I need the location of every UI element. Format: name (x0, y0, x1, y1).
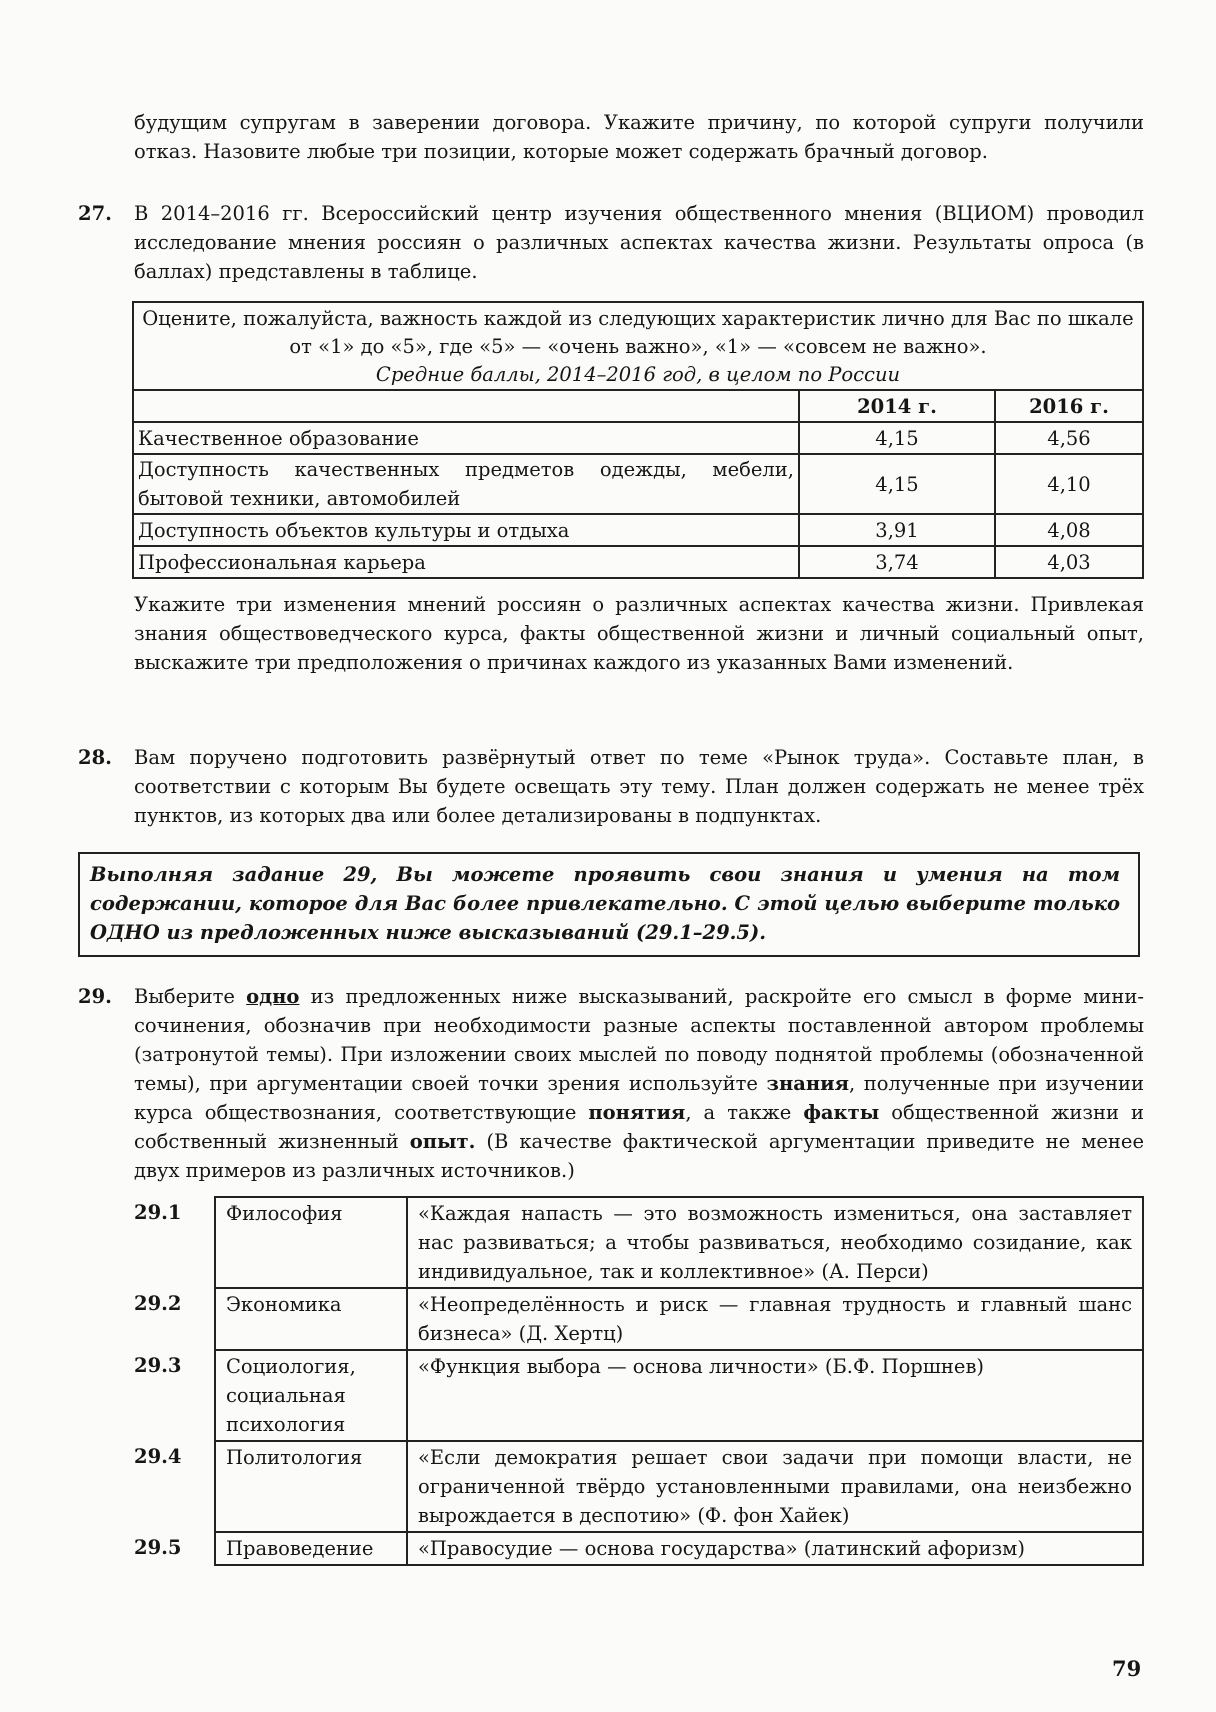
text-segment: общественной жизни и собственный жизненный (134, 1101, 1144, 1153)
value-2016: 4,03 (995, 546, 1143, 578)
table-row (133, 454, 1143, 514)
quote-number: 29.3 (134, 1354, 182, 1377)
quotes-table (134, 1196, 1144, 1566)
emphasis-one: одно (246, 985, 300, 1008)
task-28 (78, 743, 1144, 830)
quote-row (134, 1441, 1143, 1532)
value-2016: 4,10 (995, 454, 1143, 514)
table-row (133, 514, 1143, 546)
quote-number: 29.5 (134, 1536, 182, 1559)
quote-field: Правоведение (215, 1532, 407, 1565)
row-label: Доступность качественных предметов одежды, мебели, бытовой техники, автомобилей (133, 454, 799, 514)
quote-number: 29.1 (134, 1201, 182, 1224)
quote-text: «Неопределённость и риск — главная трудность и главный шанс бизнеса» (Д. Хертц) (407, 1288, 1143, 1350)
text-segment: (В качестве фактической аргументации приведите не менее двух примеров из различных источников.) (134, 1130, 1144, 1182)
survey-question: Оцените, пожалуйста, важность каждой из следующих характеристик лично для Вас по шкале от «1» до «5», где «5» — «очень важно», «1» — «совсем не важно». (142, 307, 1134, 358)
quote-text: «Правосудие — основа государства» (латинский афоризм) (407, 1532, 1143, 1565)
page-number: 79 (1112, 1656, 1142, 1681)
quote-field: Экономика (215, 1288, 407, 1350)
task-number: 29. (78, 985, 112, 1008)
quote-field: Социология, социальная психология (215, 1350, 407, 1441)
emphasis-knowledge: знания (766, 1072, 850, 1095)
quote-row (134, 1350, 1143, 1441)
table-row (133, 422, 1143, 454)
task-text (134, 982, 1144, 1185)
emphasis-concepts: понятия (588, 1101, 686, 1124)
row-label: Профессиональная карьера (133, 546, 799, 578)
text-segment: из предложенных ниже высказываний, раскройте его смысл в форме мини-сочинения, обозначив при необходимости разные аспекты поставленной автором проблемы (затронутой темы). При изложении своих мыслей по поводу поднятой проблемы (обозначенной темы), при аргументации своей точки зрения используйте (134, 985, 1144, 1095)
quote-row (134, 1197, 1143, 1288)
task-number: 28. (78, 746, 112, 769)
column-header-2014: 2014 г. (799, 390, 995, 422)
quote-row (134, 1532, 1143, 1565)
task-number: 27. (78, 202, 112, 225)
quote-text: «Каждая напасть — это возможность измениться, она заставляет нас развиваться; а чтобы развиваться, необходимо созидание, как индивидуальное, так и коллективное» (А. Перси) (407, 1197, 1143, 1288)
row-label: Качественное образование (133, 422, 799, 454)
survey-table (132, 301, 1144, 579)
table-column-headers (133, 390, 1143, 422)
row-label: Доступность объектов культуры и отдыха (133, 514, 799, 546)
value-2016: 4,08 (995, 514, 1143, 546)
text-segment: , а также (685, 1101, 804, 1124)
emphasis-experience: опыт. (409, 1130, 476, 1153)
quote-row (134, 1288, 1143, 1350)
table-row (133, 546, 1143, 578)
value-2014: 4,15 (799, 422, 995, 454)
value-2016: 4,56 (995, 422, 1143, 454)
empty-header-cell (133, 390, 799, 422)
quote-number: 29.2 (134, 1292, 182, 1315)
task-29 (78, 982, 1144, 1185)
text-segment: , полученные при изучении курса обществознания, соответствующие (134, 1072, 1144, 1124)
text-segment: Выберите (134, 985, 247, 1008)
task-27-question: Укажите три изменения мнений россиян о различных аспектах качества жизни. Привлекая знания обществоведческого курса, факты общественной жизни и личный социальный опыт, выскажите три предположения о причинах каждого из указанных Вами изменений. (134, 593, 1144, 674)
quote-text: «Функция выбора — основа личности» (Б.Ф. Поршнев) (407, 1350, 1143, 1441)
task-27 (78, 199, 1144, 286)
value-2014: 3,91 (799, 514, 995, 546)
survey-table-header (133, 302, 1143, 390)
task-text: В 2014–2016 гг. Всероссийский центр изучения общественного мнения (ВЦИОМ) проводил исследование мнения россиян о различных аспектах качества жизни. Результаты опроса (в баллах) представлены в таблице. (134, 202, 1144, 283)
quote-number: 29.4 (134, 1445, 182, 1468)
task-text: Вам поручено подготовить развёрнутый ответ по теме «Рынок труда». Составьте план, в соответствии с которым Вы будете освещать эту тему. План должен содержать не менее трёх пунктов, из которых два или более детализированы в подпунктах. (134, 746, 1144, 827)
survey-subtitle: Средние баллы, 2014–2016 год, в целом по России (375, 363, 901, 386)
quote-text: «Если демократия решает свои задачи при помощи власти, не ограниченной твёрдо установленными правилами, она неизбежно вырождается в деспотию» (Ф. фон Хайек) (407, 1441, 1143, 1532)
value-2014: 4,15 (799, 454, 995, 514)
emphasis-facts: факты (803, 1101, 880, 1124)
quote-field: Политология (215, 1441, 407, 1532)
quote-field: Философия (215, 1197, 407, 1288)
value-2014: 3,74 (799, 546, 995, 578)
column-header-2016: 2016 г. (995, 390, 1143, 422)
instruction-box: Выполняя задание 29, Вы можете проявить свои знания и умения на том содержании, которое для Вас более привлекательно. С этой целью выберите только ОДНО из предложенных ниже высказываний (29.1–29.5). (78, 852, 1140, 957)
intro-paragraph: будущим супругам в заверении договора. Укажите причину, по которой супруги получили отказ. Назовите любые три позиции, которые может содержать брачный договор. (134, 111, 1144, 163)
